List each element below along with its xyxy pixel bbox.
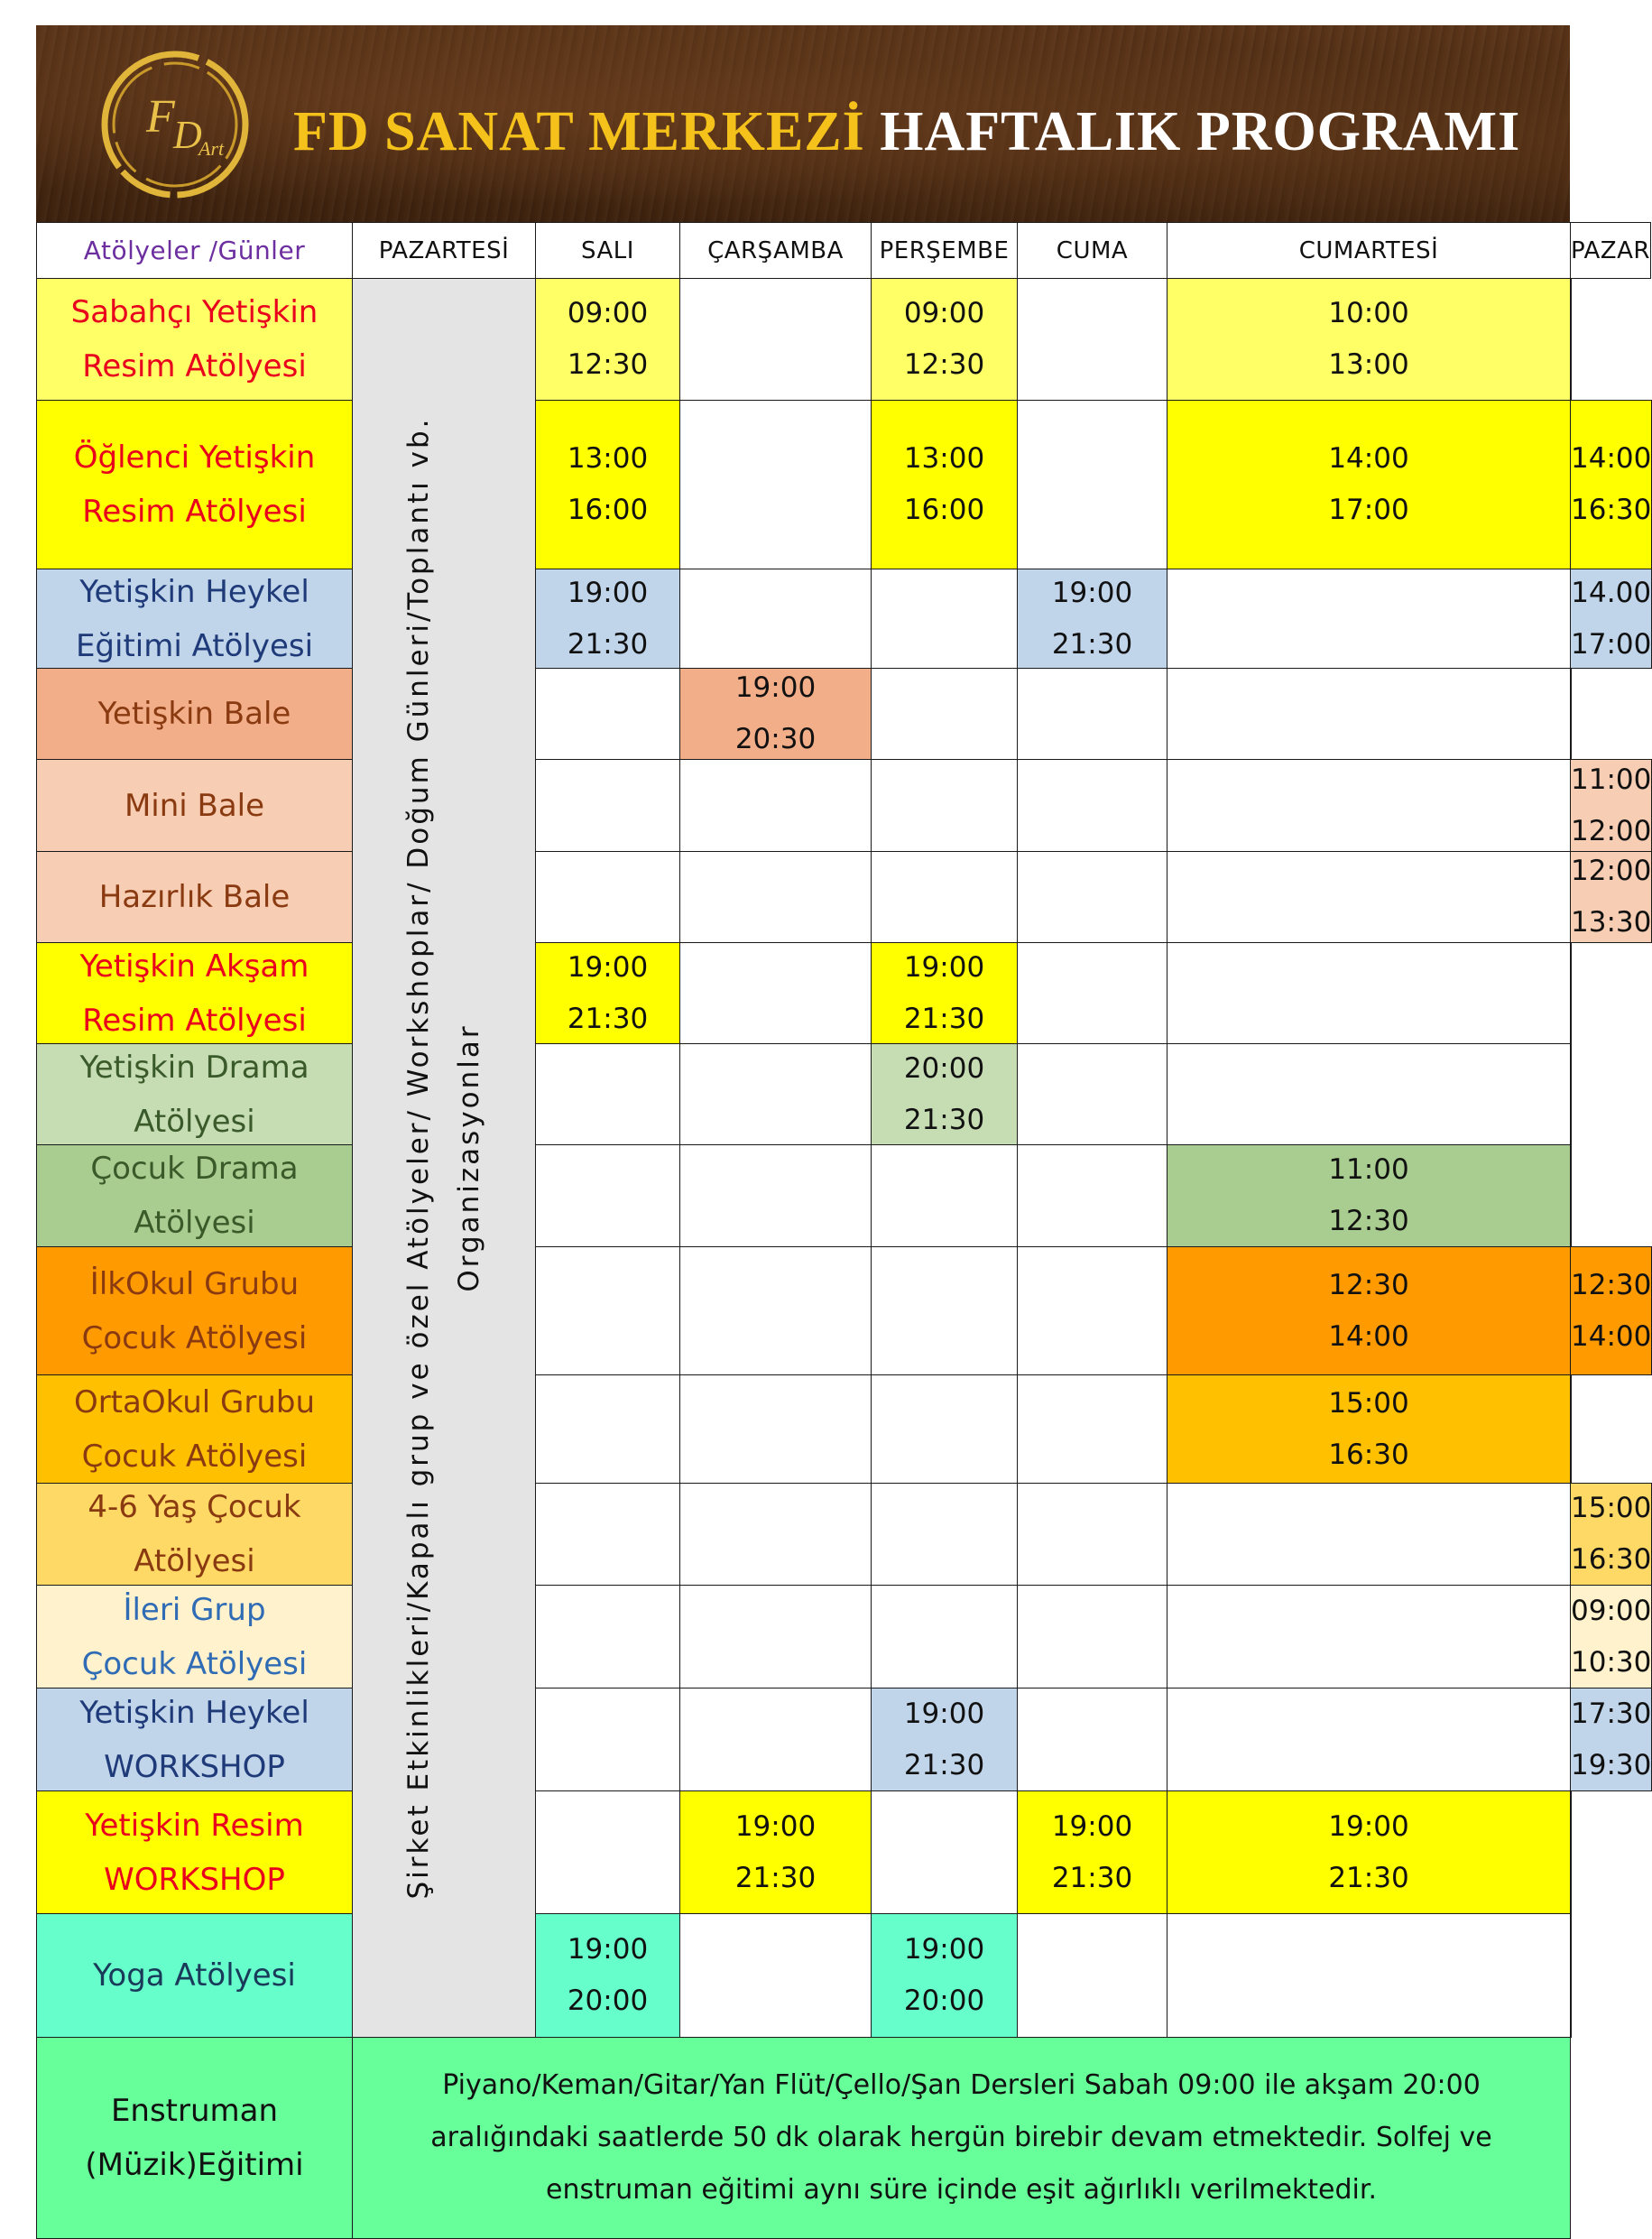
workshop-name-line1: Yetişkin Bale [97,696,291,732]
end-time: 12:30 [903,348,985,381]
empty-slot [1017,1374,1167,1484]
empty-slot [535,1246,680,1375]
workshop-name-line2: Resim Atölyesi [82,494,307,530]
music-label-line1: Enstruman [110,2093,279,2129]
workshop-name-line2: Atölyesi [134,1103,255,1140]
empty-slot [679,1483,872,1586]
workshop-name-line2: WORKSHOP [104,1861,285,1898]
empty-slot [1017,1043,1167,1145]
end-time: 20:00 [567,1985,649,2017]
empty-slot [679,942,872,1044]
empty-slot [679,1246,872,1375]
workshop-label [36,1913,353,2038]
workshop-label [36,668,353,760]
start-time: 19:00 [1051,576,1133,609]
end-time: 13:30 [1571,906,1652,939]
empty-slot [535,1483,680,1586]
time-slot [1570,1688,1652,1791]
day-header [679,222,872,279]
empty-slot [871,569,1018,669]
day-header-label: CUMA [1056,236,1129,264]
workshop-label [36,1483,353,1586]
empty-slot [535,668,680,760]
monday-note-line1: Şirket Etkinlikleri/Kapalı grup ve özel Atölyeler/ Workshoplar/ Doğum Günleri/Toplantı vb. [402,416,435,1900]
end-time: 21:30 [903,1002,985,1035]
end-time: 14:00 [1571,1319,1652,1353]
time-slot [1167,1144,1571,1247]
time-slot [1570,1246,1652,1375]
music-description-line2: aralığındaki saatlerde 50 dk olarak hergün birebir devam etmektedir. Solfej ve [430,2122,1492,2153]
start-time: 14:00 [1571,442,1652,475]
time-slot [1570,759,1652,852]
empty-slot [535,1144,680,1247]
time-slot [871,400,1018,569]
empty-slot [535,759,680,852]
title-center-name: FD SANAT MERKEZİ [293,101,865,162]
day-header [1017,222,1167,279]
empty-slot [871,668,1018,760]
workshop-name-line1: Mini Bale [124,787,265,824]
end-time: 21:30 [567,1002,649,1035]
start-time: 17:30 [1571,1697,1652,1730]
start-time: 19:00 [734,1809,817,1843]
music-description-line3: enstruman eğitimi aynı süre içinde eşit ağırlıklı verilmektedir. [546,2174,1377,2206]
empty-slot [679,278,872,401]
workshop-label [36,1374,353,1484]
empty-slot [1017,278,1167,401]
workshop-name-line1: Yetişkin Heykel [79,1694,309,1731]
start-time: 20:00 [903,1051,985,1085]
start-time: 09:00 [1571,1594,1652,1627]
start-time: 11:00 [1328,1153,1409,1186]
page-title [293,96,1556,168]
time-slot [1570,1483,1652,1586]
time-slot [1167,400,1571,569]
workshop-name-line2: Resim Atölyesi [82,348,307,384]
empty-slot [1017,1688,1167,1791]
empty-slot [871,1246,1018,1375]
end-time: 16:00 [567,494,649,526]
empty-slot [1167,1913,1571,2038]
start-time: 09:00 [903,297,985,329]
svg-text:D: D [173,113,202,157]
workshop-name-line1: Hazırlık Bale [98,879,291,915]
time-slot [535,1913,680,2038]
day-header [1167,222,1571,279]
time-slot [1570,1585,1652,1689]
start-time: 19:00 [1328,1809,1409,1843]
time-slot [1167,1790,1571,1914]
workshop-label [36,1246,353,1375]
empty-slot [871,1585,1018,1689]
workshop-name-line1: Sabahçı Yetişkin [70,294,318,330]
workshop-name-line1: Öğlenci Yetişkin [73,439,316,476]
empty-slot [1017,1246,1167,1375]
workshop-label [36,1043,353,1145]
workshop-label [36,1790,353,1914]
empty-slot [1017,1483,1167,1586]
empty-slot [535,1374,680,1484]
workshop-name-line2: Çocuk Atölyesi [81,1645,308,1682]
end-time: 19:30 [1571,1748,1652,1781]
time-slot [535,942,680,1044]
empty-slot [1017,668,1167,760]
title-weekly-program: HAFTALIK PROGRAMI [880,101,1521,162]
empty-slot [1167,851,1571,943]
end-time: 21:30 [567,627,649,661]
empty-slot [1167,668,1571,760]
empty-slot [1167,759,1571,852]
day-header-label: PAZAR [1571,236,1650,264]
workshop-name-line2: Çocuk Atölyesi [81,1438,308,1475]
time-slot [871,1043,1018,1145]
empty-slot [679,1374,872,1484]
workshops-header-label: Atölyeler [83,236,209,265]
workshop-name-line1: Yetişkin Heykel [79,573,309,610]
start-time: 19:00 [567,1933,649,1966]
workshop-name-line2: WORKSHOP [104,1748,285,1785]
start-time: 12:00 [1571,855,1652,887]
empty-slot [1570,1790,1572,1914]
end-time: 12:00 [1571,814,1652,847]
empty-slot [1570,1043,1572,1145]
workshop-name-line1: İleri Grup [123,1591,266,1628]
start-time: 19:00 [734,671,817,704]
start-time: 19:00 [903,1697,985,1730]
workshop-name-line2: Atölyesi [134,1543,255,1579]
music-description-line1: Piyano/Keman/Gitar/Yan Flüt/Çello/Şan Dersleri Sabah 09:00 ile akşam 20:00 [442,2069,1481,2101]
workshop-label [36,278,353,401]
end-time: 17:00 [1571,627,1652,661]
empty-slot [1017,1144,1167,1247]
monday-private-events-column [352,278,536,2038]
time-slot [1167,278,1571,401]
empty-slot [1167,1585,1571,1689]
empty-slot [1570,668,1572,760]
empty-slot [679,851,872,943]
start-time: 19:00 [567,950,649,984]
empty-slot [871,1790,1018,1914]
day-header-label: ÇARŞAMBA [707,236,844,264]
days-header-label: /Günler [208,236,306,265]
empty-slot [535,851,680,943]
start-time: 19:00 [1051,1809,1133,1843]
start-time: 12:30 [1571,1268,1652,1301]
start-time: 09:00 [567,297,649,329]
workshop-label [36,569,353,669]
empty-slot [679,400,872,569]
monday-note-line2: Organizasyonlar [453,1023,485,1292]
music-label-line2: (Müzik)Eğitimi [85,2147,304,2183]
workshop-name-line2: Çocuk Atölyesi [81,1319,308,1356]
empty-slot [1570,1144,1572,1247]
end-time: 14:00 [1328,1319,1409,1353]
start-time: 15:00 [1571,1492,1652,1524]
end-time: 21:30 [734,1861,817,1894]
workshop-label [36,400,353,569]
time-slot [1167,1246,1571,1375]
time-slot [679,668,872,760]
time-slot [679,1790,872,1914]
empty-slot [871,1374,1018,1484]
fd-art-logo [92,42,258,208]
time-slot [871,1913,1018,2038]
music-education-label [36,2037,353,2239]
empty-slot [1570,942,1572,1044]
end-time: 21:30 [1328,1861,1409,1894]
time-slot [1167,1374,1571,1484]
time-slot [535,400,680,569]
empty-slot [535,1688,680,1791]
end-time: 16:30 [1328,1438,1409,1471]
time-slot [535,569,680,669]
workshop-name-line1: Yetişkin Akşam [79,948,309,985]
time-slot [1570,851,1652,943]
start-time: 14.00 [1571,576,1652,609]
empty-slot [1017,942,1167,1044]
workshop-name-line1: Yetişkin Drama [79,1049,309,1086]
empty-slot [1570,1374,1572,1484]
time-slot [1017,1790,1167,1914]
empty-slot [679,759,872,852]
day-header [871,222,1018,279]
empty-slot [679,1043,872,1145]
start-time: 12:30 [1328,1268,1409,1301]
start-time: 13:00 [567,442,649,475]
empty-slot [871,1483,1018,1586]
empty-slot [871,759,1018,852]
empty-slot [1167,569,1571,669]
corner-header [36,222,353,279]
end-time: 10:30 [1571,1645,1652,1679]
schedule-table [36,222,1652,2238]
workshop-name-line1: Yoga Atölyesi [93,1957,296,1994]
workshop-name-line1: Çocuk Drama [90,1151,299,1187]
end-time: 20:00 [903,1985,985,2017]
workshop-name-line1: OrtaOkul Grubu [73,1383,316,1420]
empty-slot [1167,1688,1571,1791]
empty-slot [679,1585,872,1689]
day-header-label: PERŞEMBE [879,236,1010,264]
start-time: 14:00 [1328,442,1409,475]
workshop-label [36,1585,353,1689]
empty-slot [1017,759,1167,852]
empty-slot [871,851,1018,943]
time-slot [535,278,680,401]
day-header-label: CUMARTESİ [1298,236,1439,264]
empty-slot [1017,851,1167,943]
end-time: 16:30 [1571,494,1652,526]
end-time: 21:30 [903,1103,985,1136]
time-slot [871,278,1018,401]
workshop-name-line1: İlkOkul Grubu [89,1265,300,1302]
workshop-label [36,942,353,1044]
start-time: 13:00 [903,442,985,475]
end-time: 16:30 [1571,1543,1652,1576]
empty-slot [1570,1913,1572,2038]
workshop-name-line2: Eğitimi Atölyesi [75,627,314,664]
svg-text:Art: Art [198,137,225,160]
workshop-label [36,1688,353,1791]
workshop-label [36,851,353,943]
empty-slot [1167,942,1571,1044]
workshop-name-line1: Yetişkin Resim [85,1807,304,1844]
end-time: 21:30 [1051,627,1133,661]
day-header [535,222,680,279]
empty-slot [679,569,872,669]
end-time: 12:30 [1328,1205,1409,1237]
svg-text:F: F [146,91,175,143]
time-slot [871,1688,1018,1791]
start-time: 15:00 [1328,1386,1409,1420]
workshop-name-line1: 4-6 Yaş Çocuk [88,1489,301,1525]
workshop-label [36,759,353,852]
start-time: 19:00 [903,1933,985,1966]
header-banner [36,25,1570,224]
workshop-name-line2: Atölyesi [134,1205,255,1241]
empty-slot [679,1913,872,2038]
empty-slot [535,1790,680,1914]
day-header-label: PAZARTESİ [378,236,510,264]
day-header [352,222,536,279]
workshop-name-line2: Resim Atölyesi [82,1002,307,1039]
empty-slot [679,1144,872,1247]
time-slot [1017,569,1167,669]
monday-note-text [393,373,494,1943]
empty-slot [1167,1043,1571,1145]
end-time: 21:30 [1051,1861,1133,1894]
empty-slot [535,1585,680,1689]
end-time: 20:30 [734,723,817,755]
time-slot [871,942,1018,1044]
start-time: 19:00 [903,950,985,984]
time-slot [1570,569,1652,669]
end-time: 16:00 [903,494,985,526]
empty-slot [679,1688,872,1791]
empty-slot [871,1144,1018,1247]
end-time: 17:00 [1328,494,1409,526]
end-time: 12:30 [567,348,649,381]
music-education-description [352,2037,1571,2239]
empty-slot [1017,1585,1167,1689]
start-time: 10:00 [1328,297,1409,329]
schedule-sheet [36,25,1652,2238]
empty-slot [1570,278,1572,401]
end-time: 13:00 [1328,348,1409,381]
day-header-label: SALI [581,236,634,264]
workshop-label [36,1144,353,1247]
time-slot [1570,400,1652,569]
empty-slot [1017,400,1167,569]
start-time: 11:00 [1571,763,1652,796]
day-header [1570,222,1651,279]
start-time: 19:00 [567,576,649,609]
empty-slot [1017,1913,1167,2038]
empty-slot [1167,1483,1571,1586]
empty-slot [535,1043,680,1145]
end-time: 21:30 [903,1748,985,1781]
